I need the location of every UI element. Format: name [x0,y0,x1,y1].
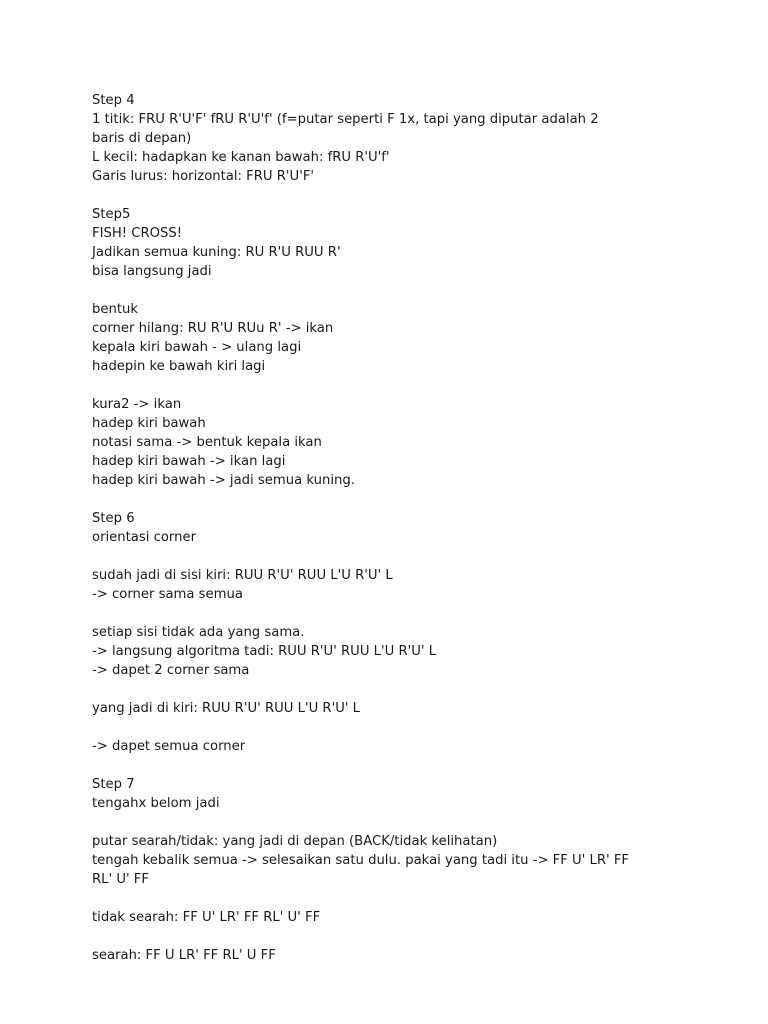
text-line: -> corner sama semua [92,587,243,602]
text-line: bentuk [92,302,139,317]
blank-line [92,756,682,775]
text-line: searah: FF U LR' FF RL' U FF [92,948,276,963]
document-page [92,91,682,965]
text-line: baris di depan) [92,131,192,146]
text-line: putar searah/tidak: yang jadi di depan (BACK/tidak kelihatan) [92,834,498,849]
text-line: hadep kiri bawah -> jadi semua kuning. [92,473,355,488]
text-line: Step 7 [92,777,135,792]
text-line: sudah jadi di sisi kiri: RUU R'U' RUU L'U R'U' L [92,568,393,583]
text-line: RL' U' FF [92,872,149,887]
text-line: bisa langsung jadi [92,264,212,279]
text-line: hadepin ke bawah kiri lagi [92,359,266,374]
blank-line [92,927,682,946]
text-line: FISH! CROSS! [92,226,183,241]
blank-line [92,680,682,699]
text-line: orientasi corner [92,530,197,545]
text-line: corner hilang: RU R'U RUu R' -> ikan [92,321,334,336]
text-line: setiap sisi tidak ada yang sama. [92,625,305,640]
text-line: kura2 -> ikan [92,397,182,412]
blank-line [92,813,682,832]
text-line: notasi sama -> bentuk kepala ikan [92,435,322,450]
blank-line [92,547,682,566]
text-line: tengah kebalik semua -> selesaikan satu dulu. pakai yang tadi itu -> FF U' LR' FF [92,853,630,868]
text-line: -> langsung algoritma tadi: RUU R'U' RUU L'U R'U' L [92,644,437,659]
blank-line [92,889,682,908]
text-line: -> dapet semua corner [92,739,246,754]
text-line: Garis lurus: horizontal: FRU R'U'F' [92,169,315,184]
blank-line [92,604,682,623]
text-line: hadep kiri bawah -> ikan lagi [92,454,286,469]
blank-line [92,718,682,737]
text-line: 1 titik: FRU R'U'F' fRU R'U'f' (f=putar seperti F 1x, tapi yang diputar adalah 2 [92,112,599,127]
text-line: Jadikan semua kuning: RU R'U RUU R' [92,245,341,260]
text-line: L kecil: hadapkan ke kanan bawah: fRU R'U'f' [92,150,390,165]
blank-line [92,186,682,205]
text-line: yang jadi di kiri: RUU R'U' RUU L'U R'U' L [92,701,361,716]
text-line: hadep kiri bawah [92,416,206,431]
blank-line [92,490,682,509]
text-line: Step 6 [92,511,135,526]
text-line: Step 4 [92,93,135,108]
text-line: Step5 [92,207,131,222]
text-line: kepala kiri bawah - > ulang lagi [92,340,302,355]
text-line: tidak searah: FF U' LR' FF RL' U' FF [92,910,321,925]
blank-line [92,281,682,300]
text-line: tengahx belom jadi [92,796,220,811]
text-line: -> dapet 2 corner sama [92,663,250,678]
blank-line [92,376,682,395]
